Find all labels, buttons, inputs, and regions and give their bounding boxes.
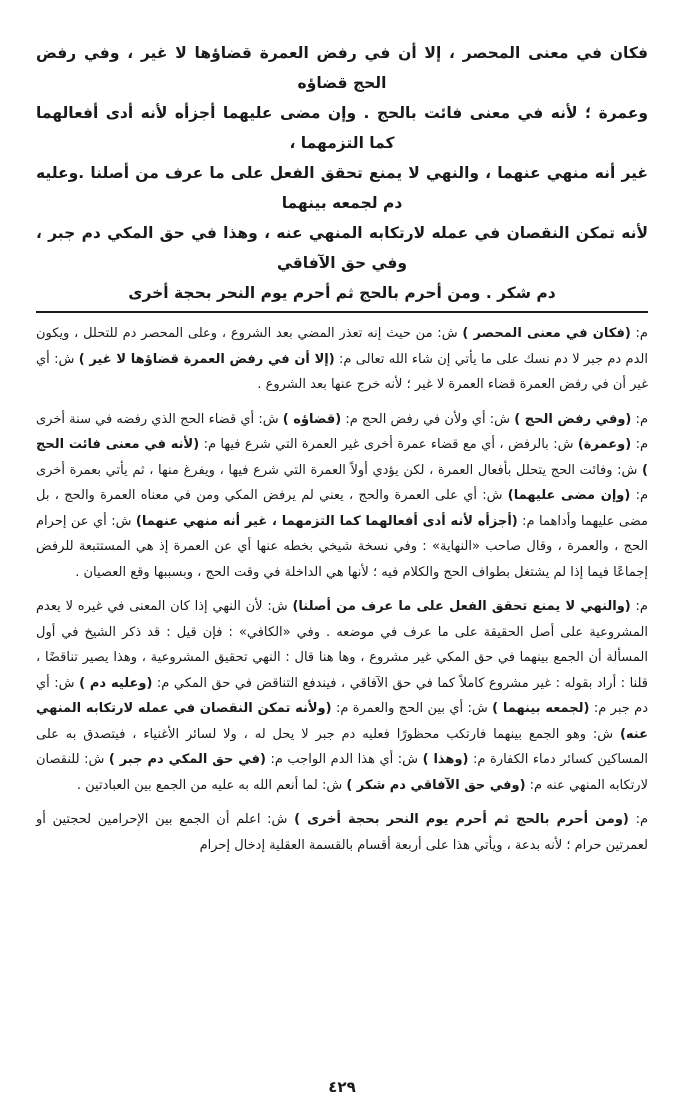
quoted-text: (في حق المكي دم جبر ) bbox=[108, 752, 266, 767]
commentary-marker: م: bbox=[630, 326, 648, 341]
commentary-paragraph bbox=[36, 807, 648, 858]
commentary-text: ش: للنقصان لارتكابه المنهي عنه م: bbox=[36, 752, 648, 793]
main-text-line: لأنه تمكن النقصان في عمله لارتكابه المنهي عنه ، وهذا في حق المكي دم جبر ، وفي حق الآفاقي bbox=[36, 224, 648, 272]
commentary-text: ش: وفائت الحج يتحلل بأفعال العمرة ، لكن يؤدي أولاً العمرة التي شرع فيها ، ويفرغ منها ، ثم يأتي بعمرة أخرى م: bbox=[36, 462, 649, 503]
main-text bbox=[36, 38, 648, 308]
quoted-text: (قضاؤه ) bbox=[282, 411, 342, 427]
quoted-text: (فكان في معنى المحصر ) bbox=[462, 326, 631, 341]
quoted-text: (أجزأه لأنه أدى أفعالهما كما التزمهما ، غير أنه منهي عنهما) bbox=[135, 513, 518, 529]
quoted-text: (وإن مضى عليهما) bbox=[507, 488, 631, 503]
commentary-marker: م: bbox=[628, 812, 648, 827]
commentary bbox=[36, 321, 648, 858]
main-text-line: غير أنه منهي عنهما ، والنهي لا يمنع تحقق الفعل على ما عرف من أصلنا .وعليه دم لجمعه بينهما bbox=[36, 164, 648, 212]
commentary-text: ش: أي عن إحرام الحج ، والعمرة ، وقال صاحب «النهاية» : وفي نسخة شيخي بخطه عنها أي عن العمرة إذ هي المستتبعة للرفض إجماعًا فيما إذا لم يشتغل بطواف الحج والكلام فيه ؛ لأنها هي الداخلة في وقت الحج ، وبسببها وقع العصيان . bbox=[36, 513, 648, 580]
commentary-text: ش: أي بين الحج والعمرة م: bbox=[331, 701, 493, 716]
page-number: ٤٢٩ bbox=[328, 1078, 356, 1096]
commentary-text: ش: بالرفض ، أي مع قضاء عمرة أخرى غير العمرة التي شرع فيها م: bbox=[199, 437, 578, 452]
commentary-text: ش: لأن النهي إذا كان المعنى في غيره لا يعدم المشروعية على أصل الحقيقة على ما عرف في موضعه . وفي «الكافي» : فإن قيل : قد ذكر الشيخ في أول المسألة أن الجمع بينهما في حق المكي غير مشروع ، وها هنا قال : النهي تحقيق المشروعية ، وهذا يصير تناقضًا ، قلنا : أراد بقوله : غير مشروع كاملاً كما في حق الآفاقي ، فيندفع التناقض في حق المكي م: bbox=[36, 599, 648, 691]
quoted-text: (لأنه في معنى فائت الحج ) bbox=[36, 437, 648, 478]
commentary-paragraph bbox=[36, 321, 648, 398]
main-text-line: فكان في معنى المحصر ، إلا أن في رفض العمرة قضاؤها لا غير ، وفي رفض الحج قضاؤه bbox=[36, 44, 648, 92]
commentary-text: ش: أي دم جبر م: bbox=[36, 675, 649, 716]
commentary-text: ش: أي على العمرة والحج ، يعني لم يرفض المكي ومن في معناه العمرة والحج ، بل مضى عليهما وأداهما م: bbox=[36, 488, 648, 529]
commentary-text: ش: من حيث إنه تعذر المضي بعد الشروع ، وعلى المحصر دم للتحلل ، ويكون الدم دم جبر لا دم نسك على ما يأتي إن شاء الله تعالى م: bbox=[36, 326, 648, 367]
main-text-line: وعمرة ؛ لأنه في معنى فائت بالحج . وإن مضى عليهما أجزأه لأنه أدى أفعالهما كما التزمهما ، bbox=[36, 104, 648, 152]
commentary-text: ش: أي هذا الدم الواجب م: bbox=[265, 752, 423, 767]
quoted-text: (والنهي لا يمنع تحقق الفعل على ما عرف من أصلنا) bbox=[292, 599, 631, 614]
quoted-text: (وهذا ) bbox=[422, 752, 469, 767]
commentary-paragraph bbox=[36, 594, 648, 798]
quoted-text: (لجمعه بينهما ) bbox=[492, 701, 590, 716]
commentary-text: ش: أي ولأن في رفض الحج م: bbox=[341, 411, 515, 427]
quoted-text: (وعليه دم ) bbox=[79, 675, 153, 691]
commentary-text: ش: اعلم أن الجمع بين الإحرامين لحجتين أو لعمرتين حرام ؛ لأنه بدعة ، ويأتي هذا على أربعة أقسام بالقسمة العقلية إدخال إحرام bbox=[36, 812, 648, 853]
commentary-text: ش: أي قضاء الحج الذي رفضه في سنة أخرى م: bbox=[36, 411, 648, 452]
commentary-marker: م: bbox=[631, 411, 648, 427]
quoted-text: (ولأنه تمكن النقصان في عمله لارتكابه المنهي عنه) bbox=[36, 701, 648, 742]
quoted-text: (ومن أحرم بالحج ثم أحرم يوم النحر بحجة أخرى ) bbox=[294, 812, 629, 827]
main-text-line: دم شكر . ومن أحرم بالحج ثم أحرم يوم النحر بحجة أخرى bbox=[128, 284, 556, 302]
book-page bbox=[36, 38, 648, 1097]
quoted-text: (وعمرة) bbox=[577, 437, 632, 452]
commentary-paragraph bbox=[36, 407, 648, 586]
commentary-text: ش: أي غير أن في رفض العمرة قضاء العمرة لا غير ؛ لأنه خرج عنها بعد الشروع . bbox=[36, 351, 648, 392]
quoted-text: (وفي رفض الحج ) bbox=[514, 411, 632, 427]
commentary-text: ش: لما أنعم الله به عليه من الجمع بين العبادتين . bbox=[76, 777, 347, 793]
separator-rule bbox=[36, 311, 648, 313]
commentary-marker: م: bbox=[630, 599, 648, 614]
commentary-text: ش: وهو الجمع بينهما فارتكب محظورًا فعليه دم جبر لا يحل له ، ولا لسائر الأغنياء ، فيتصدق به على المساكين كسائر دماء الكفارة م: bbox=[36, 726, 648, 767]
quoted-text: (إلا أن في رفض العمرة قضاؤها لا غير ) bbox=[78, 351, 335, 367]
quoted-text: (وفي حق الآفاقي دم شكر ) bbox=[346, 777, 526, 793]
